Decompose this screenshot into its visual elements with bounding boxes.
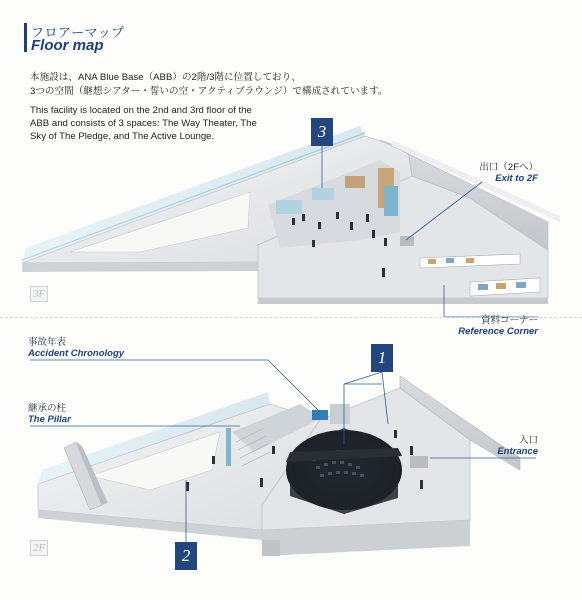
label-entrance-en: Entrance — [497, 446, 538, 457]
title-accent-bar — [24, 23, 27, 52]
label-pillar-en: The Pillar — [28, 414, 71, 425]
description-en-line: Sky of The Pledge, and The Active Lounge. — [30, 130, 215, 142]
area-number-1: 1 — [371, 344, 393, 372]
floor-3-plan — [22, 126, 560, 317]
label-chronology-ja: 事故年表 — [28, 337, 67, 348]
label-the-pillar — [28, 400, 148, 425]
description-en — [30, 105, 285, 143]
area-number-2: 2 — [175, 542, 197, 570]
label-exit — [440, 159, 538, 184]
floor-2-plan — [30, 360, 536, 556]
page-title-ja: フロアーマップ — [31, 25, 125, 40]
label-pillar-ja: 継承の柱 — [28, 403, 67, 414]
description-ja — [30, 71, 390, 98]
floor-tag-3f: 3F — [30, 286, 48, 302]
label-entrance-ja: 入口 — [518, 435, 538, 446]
label-reference-en: Reference Corner — [458, 326, 538, 337]
label-entrance — [460, 432, 538, 457]
description-en-line: ABB and consists of 3 spaces: The Way Theater, The — [30, 117, 257, 129]
description-ja-line: 3つの空間（継想シアター・誓いの空・アクティブラウンジ）で構成されています。 — [30, 85, 388, 97]
description-ja-line: 本施設は、ANA Blue Base（ABB）の2階/3階に位置しており、 — [30, 72, 301, 83]
area-number-3: 3 — [311, 118, 333, 146]
label-chronology-en: Accident Chronology — [28, 348, 125, 359]
label-reference-corner — [430, 312, 538, 337]
page-title-en: Floor map — [31, 37, 104, 54]
label-exit-ja: 出口（2Fへ） — [479, 162, 538, 173]
floor-tag-2f: 2F — [30, 540, 48, 556]
label-exit-en: Exit to 2F — [495, 173, 538, 184]
label-accident-chronology — [28, 334, 168, 359]
description-en-line: This facility is located on the 2nd and 3rd floor of the — [30, 105, 252, 116]
label-reference-ja: 資料コーナー — [480, 315, 538, 326]
